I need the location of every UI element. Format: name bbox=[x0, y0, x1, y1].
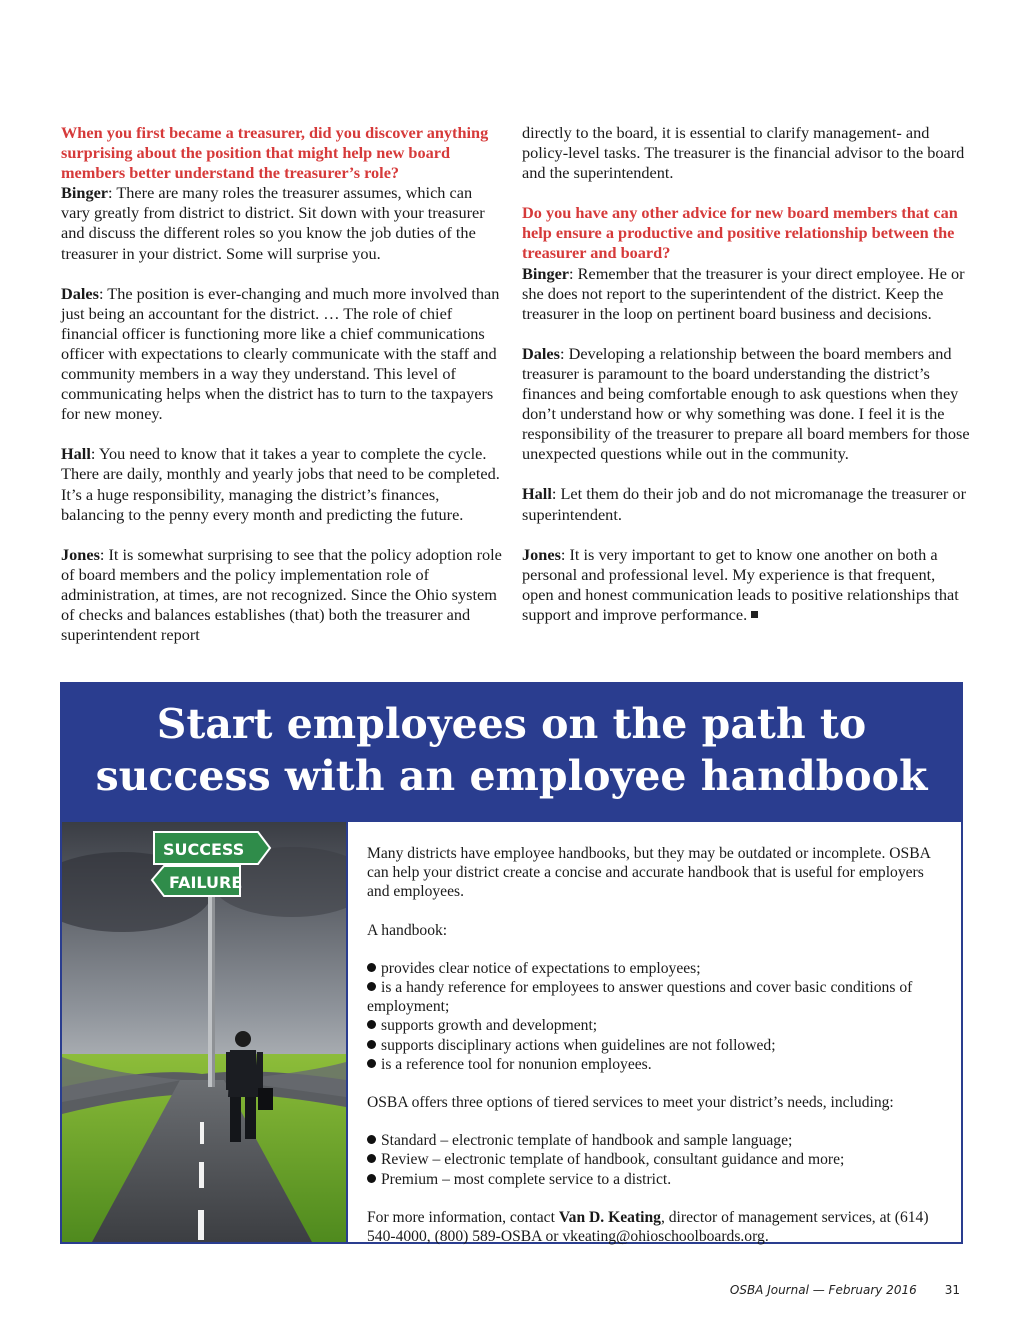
list-item: provides clear notice of expectations to employees; bbox=[367, 959, 947, 978]
ad-banner bbox=[62, 684, 961, 822]
bullet-icon bbox=[367, 963, 376, 972]
right-column bbox=[522, 123, 970, 645]
speaker-binger-2: Binger bbox=[522, 263, 570, 283]
ad-title bbox=[62, 698, 961, 802]
page-footer bbox=[730, 1283, 960, 1297]
list-item: is a handy reference for employees to answer questions and cover basic conditions of employment; bbox=[367, 979, 913, 1016]
handbook-list bbox=[367, 959, 947, 1074]
employee-handbook-ad bbox=[60, 682, 963, 1244]
bullet-icon bbox=[367, 1135, 376, 1144]
list-item: is a reference tool for nonunion employees. bbox=[367, 1055, 947, 1074]
answer-jones: : It is somewhat surprising to see that the policy adoption role of board members and the policy implementation role of administration, at times, are not recognized. Since the Ohio system of checks and balances establishes (that) both the treasurer and superintendent report bbox=[61, 544, 502, 645]
handbook-label: A handbook: bbox=[367, 921, 448, 939]
answer-hall: : You need to know that it takes a year to complete the cycle. There are daily, monthly and yearly jobs that need to be completed. It’s a huge responsibility, managing the district’s finances, balancing to the penny every month and predicting the future. bbox=[61, 444, 500, 524]
bullet-icon bbox=[367, 1154, 376, 1163]
journal-issue: OSBA Journal — February 2016 bbox=[729, 1283, 917, 1297]
crossroads-photo bbox=[62, 822, 348, 1242]
answer-binger: : There are many roles the treasurer assumes, which can vary greatly from district to district. Sit down with your treasurer and discuss the different roles so you know the job duties of the treasurer in your district. Some will surprise you. bbox=[61, 183, 485, 263]
bullet-icon bbox=[367, 1059, 376, 1068]
speaker-binger: Binger bbox=[61, 183, 109, 203]
ad-title-line-2: success with an employee handbook bbox=[95, 752, 928, 800]
left-column bbox=[61, 123, 505, 665]
bullet-icon bbox=[367, 1020, 376, 1029]
speaker-jones: Jones bbox=[61, 544, 100, 564]
list-item: Standard – electronic template of handbook and sample language; bbox=[367, 1131, 947, 1150]
list-item: Review – electronic template of handbook, consultant guidance and more; bbox=[367, 1150, 947, 1169]
end-of-article-mark bbox=[751, 611, 758, 618]
answer-dales: : The position is ever-changing and much more involved than just being an accountant for the district. … The role of chief financial officer is functioning more like a chief communications officer with expectations to clearly communicate with the staff and community members in a way they understand. This level of communicating helps when the district has to turn to the taxpayers for new money. bbox=[61, 283, 500, 424]
list-item: supports disciplinary actions when guidelines are not followed; bbox=[367, 1036, 947, 1055]
answer-binger-2: : Remember that the treasurer is your direct employee. He or she does not report to the superintendent of the district. Keep the treasurer in the loop on pertinent board business and decisions. bbox=[522, 263, 965, 323]
crossroads-illustration bbox=[62, 822, 346, 1242]
sign-success: SUCCESS bbox=[163, 840, 245, 859]
ad-body bbox=[367, 844, 947, 1265]
speaker-jones-2: Jones bbox=[522, 544, 561, 564]
speaker-hall-2: Hall bbox=[522, 484, 552, 504]
answer-jones-continued: directly to the board, it is essential to clarify management- and policy-level tasks. The treasurer is the financial advisor to the board and the superintendent. bbox=[522, 123, 965, 183]
question-1: When you first became a treasurer, did you discover anything surprising about the position that might help new board members better understand the treasurer’s role? bbox=[61, 123, 489, 183]
contact-info: For more information, contact Van D. Keating, director of management services, at (614) 540-4000, (800) 589-OSBA or vkeating@ohioschoolboards.org. bbox=[367, 1208, 929, 1246]
list-item: Premium – most complete service to a district. bbox=[367, 1170, 947, 1189]
answer-hall-2: : Let them do their job and do not micromanage the treasurer or superintendent. bbox=[522, 484, 966, 524]
sign-failure: FAILURE bbox=[169, 873, 243, 892]
bullet-icon bbox=[367, 982, 376, 991]
ad-intro: Many districts have employee handbooks, but they may be outdated or incomplete. OSBA can help your district create a concise and accurate handbook that is useful for employers and employees. bbox=[367, 845, 930, 901]
speaker-dales-2: Dales bbox=[522, 343, 560, 363]
ad-title-line-1: Start employees on the path to bbox=[156, 700, 867, 748]
page-number: 31 bbox=[944, 1283, 960, 1297]
contact-name: Van D. Keating bbox=[558, 1208, 661, 1226]
speaker-dales: Dales bbox=[61, 283, 99, 303]
speaker-hall: Hall bbox=[61, 444, 91, 464]
bullet-icon bbox=[367, 1174, 376, 1183]
list-item: supports growth and development; bbox=[367, 1016, 947, 1035]
answer-dales-2: : Developing a relationship between the board members and treasurer is paramount to the board understanding the district’s finances and being comfortable enough to ask questions when they don’t understand how or why something was done. I feel it is the responsibility of the treasurer to prepare all board members for those unexpected questions while out in the community. bbox=[522, 343, 970, 464]
services-intro: OSBA offers three options of tiered services to meet your district’s needs, including: bbox=[367, 1094, 894, 1112]
answer-jones-2: : It is very important to get to know one another on both a personal and professional level. My experience is that frequent, open and honest communication leads to positive relationships that support and improve performance. bbox=[522, 544, 959, 624]
services-list bbox=[367, 1131, 947, 1189]
bullet-icon bbox=[367, 1040, 376, 1049]
question-2: Do you have any other advice for new board members that can help ensure a productive and positive relationship between the treasurer and board? bbox=[522, 203, 958, 263]
